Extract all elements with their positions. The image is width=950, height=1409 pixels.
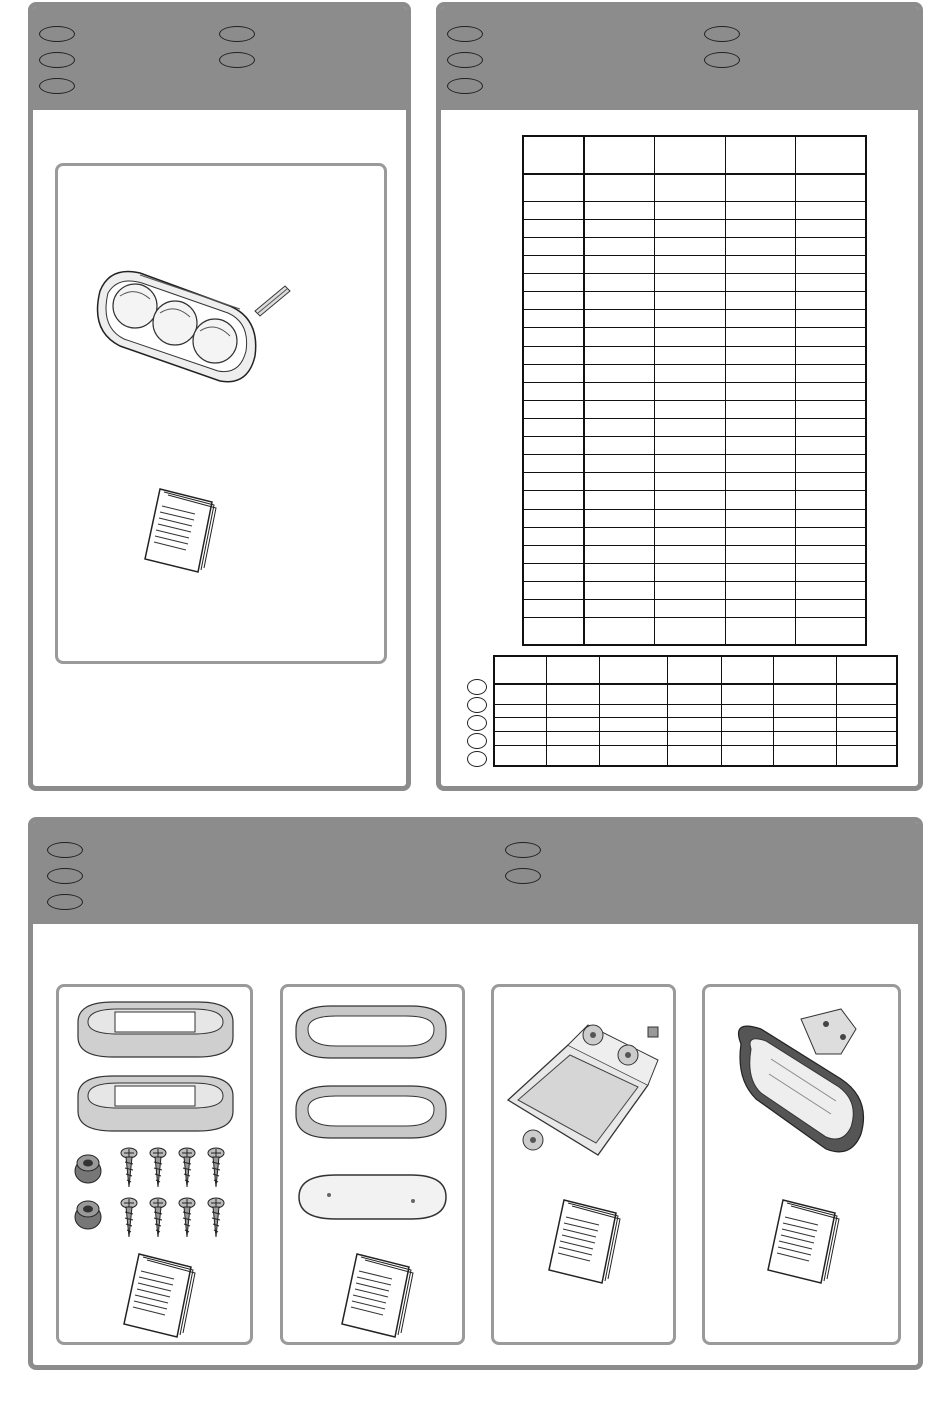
screw-icon xyxy=(148,1197,168,1239)
table-cell xyxy=(722,684,774,705)
table-row xyxy=(523,201,866,219)
table-cell xyxy=(795,437,866,455)
table-cell xyxy=(523,136,584,174)
table-cell xyxy=(722,718,774,732)
table-cell xyxy=(725,400,795,418)
table-cell xyxy=(655,201,725,219)
table-cell xyxy=(725,473,795,491)
table-cell xyxy=(655,418,725,436)
contents-box xyxy=(55,163,387,664)
screw-set xyxy=(119,1147,239,1242)
table-cell xyxy=(725,382,795,400)
table-cell xyxy=(547,684,599,705)
table-cell xyxy=(655,364,725,382)
table-cell xyxy=(494,732,547,746)
table-cell xyxy=(725,545,795,563)
table-cell xyxy=(795,136,866,174)
table-cell xyxy=(547,656,599,684)
table-cell xyxy=(584,174,655,201)
table-cell xyxy=(523,545,584,563)
table-cell xyxy=(795,527,866,545)
language-marker xyxy=(47,868,83,884)
bottom-panel xyxy=(28,817,923,1370)
accessory-table xyxy=(493,655,898,767)
language-marker xyxy=(704,52,740,68)
table-cell xyxy=(547,704,599,718)
table-cell xyxy=(494,684,547,705)
table-cell xyxy=(725,237,795,255)
table-cell xyxy=(795,400,866,418)
mounting-bracket-icon xyxy=(498,1015,668,1165)
table-cell xyxy=(655,473,725,491)
table-cell xyxy=(584,600,655,618)
table-cell xyxy=(584,491,655,509)
table-cell xyxy=(523,256,584,274)
table-cell xyxy=(725,201,795,219)
table-cell xyxy=(725,418,795,436)
table-row xyxy=(523,310,866,328)
panel-header xyxy=(33,822,918,924)
table-cell xyxy=(795,237,866,255)
instruction-booklet-icon xyxy=(763,1195,843,1285)
triple-lamp-housing-icon xyxy=(80,251,310,411)
table-row xyxy=(523,219,866,237)
table-cell xyxy=(655,527,725,545)
table-row xyxy=(523,581,866,599)
table-cell xyxy=(795,545,866,563)
table-cell xyxy=(795,219,866,237)
language-marker xyxy=(447,78,483,94)
table-cell xyxy=(655,256,725,274)
table-cell xyxy=(655,310,725,328)
table-cell xyxy=(584,292,655,310)
table-cell xyxy=(655,455,725,473)
table-cell xyxy=(774,718,836,732)
table-cell xyxy=(523,274,584,292)
table-cell xyxy=(725,581,795,599)
language-marker xyxy=(505,868,541,884)
kit-box-bezel xyxy=(56,984,253,1345)
instruction-booklet-icon xyxy=(140,484,220,574)
table-cell xyxy=(667,745,721,766)
table-cell xyxy=(667,704,721,718)
table-cell xyxy=(523,237,584,255)
table-cell xyxy=(523,618,584,645)
table-cell xyxy=(584,563,655,581)
table-cell xyxy=(547,718,599,732)
table-cell xyxy=(795,455,866,473)
table-cell xyxy=(523,563,584,581)
table-row xyxy=(523,136,866,174)
table-cell xyxy=(667,718,721,732)
table-cell xyxy=(655,437,725,455)
table-cell xyxy=(584,437,655,455)
table-cell xyxy=(584,310,655,328)
table-cell xyxy=(584,400,655,418)
table-cell xyxy=(836,656,897,684)
table-cell xyxy=(774,745,836,766)
gasket-icon xyxy=(291,1001,451,1063)
table-row xyxy=(523,455,866,473)
table-row xyxy=(523,491,866,509)
oval-housing-bracket-icon xyxy=(731,999,871,1164)
table-cell xyxy=(655,400,725,418)
table-row xyxy=(523,400,866,418)
table-row xyxy=(523,509,866,527)
table-cell xyxy=(523,382,584,400)
table-row xyxy=(523,618,866,645)
table-cell xyxy=(599,704,667,718)
table-cell xyxy=(725,509,795,527)
language-marker xyxy=(219,52,255,68)
screw-icon xyxy=(148,1147,168,1189)
table-cell xyxy=(655,219,725,237)
table-cell xyxy=(655,346,725,364)
table-cell xyxy=(655,618,725,645)
table-cell xyxy=(584,274,655,292)
table-cell xyxy=(836,684,897,705)
grommet-icon xyxy=(73,1151,103,1185)
table-cell xyxy=(774,656,836,684)
table-cell xyxy=(584,382,655,400)
table-row xyxy=(523,364,866,382)
table-cell xyxy=(655,563,725,581)
table-row xyxy=(523,174,866,201)
table-cell xyxy=(655,328,725,346)
table-cell xyxy=(725,618,795,645)
table-cell xyxy=(725,292,795,310)
kit-box-gasket xyxy=(280,984,465,1345)
table-cell xyxy=(584,581,655,599)
row-marker-circle xyxy=(467,697,487,713)
table-cell xyxy=(655,136,725,174)
table-cell xyxy=(584,237,655,255)
table-row xyxy=(523,256,866,274)
language-marker xyxy=(219,26,255,42)
table-cell xyxy=(584,328,655,346)
language-marker xyxy=(39,78,75,94)
table-cell xyxy=(795,274,866,292)
kit-box-bracket xyxy=(491,984,676,1345)
top-left-panel xyxy=(28,2,411,791)
table-cell xyxy=(655,274,725,292)
table-cell xyxy=(725,600,795,618)
screw-icon xyxy=(119,1147,139,1189)
table-cell xyxy=(725,310,795,328)
oval-bezel-icon xyxy=(73,1071,238,1136)
table-row xyxy=(494,732,897,746)
table-cell xyxy=(599,732,667,746)
table-cell xyxy=(725,256,795,274)
table-cell xyxy=(523,455,584,473)
specification-table xyxy=(522,135,867,646)
table-cell xyxy=(523,509,584,527)
panel-header xyxy=(441,7,918,110)
table-cell xyxy=(523,174,584,201)
language-marker xyxy=(447,26,483,42)
table-cell xyxy=(725,527,795,545)
table-cell xyxy=(795,292,866,310)
table-cell xyxy=(722,732,774,746)
table-cell xyxy=(584,473,655,491)
gasket-icon xyxy=(291,1081,451,1143)
table-cell xyxy=(836,704,897,718)
table-cell xyxy=(795,418,866,436)
table-row xyxy=(523,328,866,346)
table-cell xyxy=(655,237,725,255)
screw-icon xyxy=(177,1147,197,1189)
table-cell xyxy=(655,581,725,599)
screw-icon xyxy=(206,1147,226,1189)
table-cell xyxy=(795,256,866,274)
kit-box-housing xyxy=(702,984,901,1345)
row-markers xyxy=(467,679,491,769)
table-cell xyxy=(523,581,584,599)
row-marker-circle xyxy=(467,751,487,767)
grommet-icon xyxy=(73,1197,103,1231)
top-right-panel xyxy=(436,2,923,791)
table-cell xyxy=(523,328,584,346)
table-row xyxy=(494,704,897,718)
table-cell xyxy=(655,509,725,527)
table-row xyxy=(523,600,866,618)
table-cell xyxy=(725,136,795,174)
table-cell xyxy=(725,274,795,292)
language-marker xyxy=(47,842,83,858)
table-row xyxy=(494,718,897,732)
table-cell xyxy=(795,346,866,364)
table-cell xyxy=(795,618,866,645)
table-row xyxy=(523,418,866,436)
table-cell xyxy=(795,563,866,581)
table-row xyxy=(523,237,866,255)
table-row xyxy=(523,563,866,581)
table-cell xyxy=(494,656,547,684)
table-row xyxy=(523,382,866,400)
table-cell xyxy=(836,732,897,746)
screw-icon xyxy=(206,1197,226,1239)
table-cell xyxy=(494,704,547,718)
table-cell xyxy=(725,437,795,455)
table-cell xyxy=(725,219,795,237)
table-row xyxy=(494,684,897,705)
table-cell xyxy=(599,684,667,705)
table-cell xyxy=(584,545,655,563)
table-cell xyxy=(584,509,655,527)
table-cell xyxy=(584,418,655,436)
instruction-booklet-icon xyxy=(337,1249,417,1339)
table-cell xyxy=(725,328,795,346)
table-cell xyxy=(795,310,866,328)
table-cell xyxy=(725,455,795,473)
table-cell xyxy=(523,364,584,382)
oval-bezel-icon xyxy=(73,997,238,1062)
table-cell xyxy=(523,437,584,455)
table-cell xyxy=(584,219,655,237)
language-marker xyxy=(47,894,83,910)
table-cell xyxy=(494,718,547,732)
table-cell xyxy=(584,364,655,382)
table-cell xyxy=(655,382,725,400)
table-row xyxy=(523,527,866,545)
table-cell xyxy=(774,684,836,705)
table-cell xyxy=(523,292,584,310)
table-cell xyxy=(599,718,667,732)
table-cell xyxy=(774,704,836,718)
table-row xyxy=(494,656,897,684)
spec-table-grid xyxy=(522,135,867,646)
row-marker-circle xyxy=(467,733,487,749)
row-marker-circle xyxy=(467,715,487,731)
table-cell xyxy=(795,473,866,491)
table-cell xyxy=(795,509,866,527)
table-cell xyxy=(725,346,795,364)
table-cell xyxy=(523,473,584,491)
table-cell xyxy=(725,491,795,509)
table-cell xyxy=(795,174,866,201)
table-cell xyxy=(599,656,667,684)
table-cell xyxy=(494,745,547,766)
table-cell xyxy=(523,491,584,509)
instruction-booklet-icon xyxy=(544,1195,624,1285)
table-cell xyxy=(795,600,866,618)
table-cell xyxy=(836,718,897,732)
table-row xyxy=(523,473,866,491)
table-cell xyxy=(722,745,774,766)
table-cell xyxy=(523,201,584,219)
language-marker xyxy=(39,52,75,68)
table-cell xyxy=(795,382,866,400)
table-cell xyxy=(795,364,866,382)
language-marker xyxy=(505,842,541,858)
table-row xyxy=(523,545,866,563)
table-cell xyxy=(722,656,774,684)
table-cell xyxy=(667,732,721,746)
table-cell xyxy=(655,491,725,509)
row-marker-circle xyxy=(467,679,487,695)
table-cell xyxy=(655,600,725,618)
table-cell xyxy=(584,527,655,545)
table-row xyxy=(523,346,866,364)
gasket-plate-icon xyxy=(291,1167,451,1225)
table-cell xyxy=(547,732,599,746)
instruction-booklet-icon xyxy=(119,1249,199,1339)
table-cell xyxy=(523,219,584,237)
screw-icon xyxy=(177,1197,197,1239)
table-cell xyxy=(547,745,599,766)
language-marker xyxy=(39,26,75,42)
table-cell xyxy=(584,136,655,174)
table-cell xyxy=(655,292,725,310)
table-cell xyxy=(523,527,584,545)
accessory-table-grid xyxy=(493,655,898,767)
table-cell xyxy=(655,545,725,563)
table-cell xyxy=(667,684,721,705)
table-row xyxy=(494,745,897,766)
table-cell xyxy=(523,346,584,364)
table-row xyxy=(523,274,866,292)
table-cell xyxy=(725,364,795,382)
table-row xyxy=(523,437,866,455)
table-cell xyxy=(584,256,655,274)
table-cell xyxy=(599,745,667,766)
table-cell xyxy=(523,600,584,618)
screw-icon xyxy=(119,1197,139,1239)
table-cell xyxy=(584,618,655,645)
table-cell xyxy=(584,201,655,219)
table-cell xyxy=(836,745,897,766)
table-cell xyxy=(795,328,866,346)
table-cell xyxy=(722,704,774,718)
table-row xyxy=(523,292,866,310)
table-cell xyxy=(795,491,866,509)
table-cell xyxy=(523,310,584,328)
table-cell xyxy=(725,563,795,581)
language-marker xyxy=(447,52,483,68)
table-cell xyxy=(655,174,725,201)
table-cell xyxy=(725,174,795,201)
table-cell xyxy=(667,656,721,684)
language-marker xyxy=(704,26,740,42)
table-cell xyxy=(523,400,584,418)
table-cell xyxy=(795,201,866,219)
table-cell xyxy=(584,455,655,473)
table-cell xyxy=(795,581,866,599)
table-cell xyxy=(523,418,584,436)
table-cell xyxy=(774,732,836,746)
table-cell xyxy=(584,346,655,364)
